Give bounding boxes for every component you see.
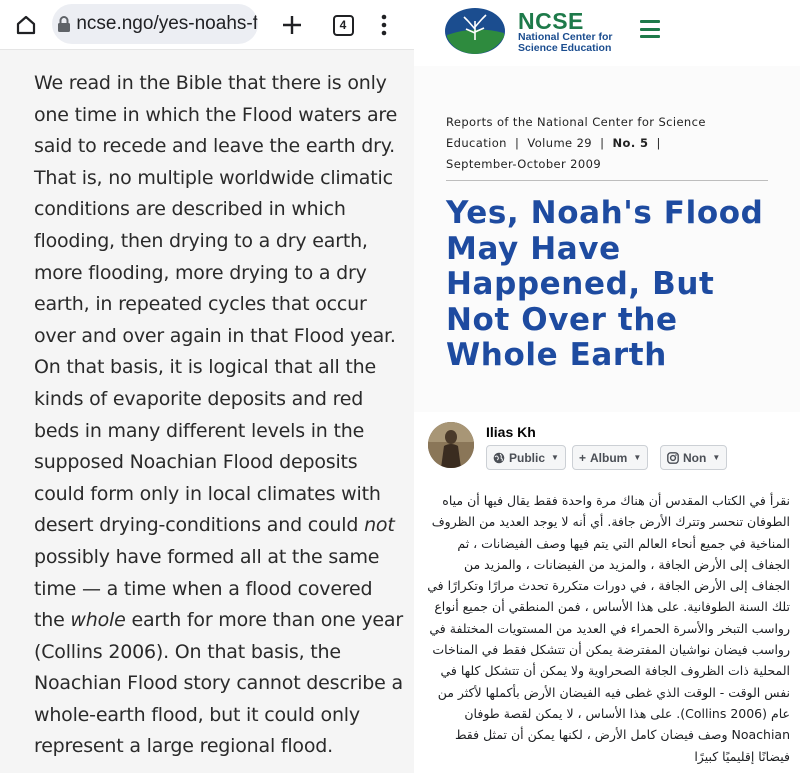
instagram-label: Non — [683, 450, 707, 465]
hamburger-menu-icon[interactable] — [640, 20, 660, 38]
tab-count: 4 — [333, 15, 354, 36]
emphasis-whole: whole — [70, 609, 126, 632]
report-line-1: Reports of the National Center for Science — [446, 115, 706, 129]
globe-logo-icon[interactable] — [444, 7, 506, 55]
album-label: Album — [590, 450, 628, 465]
home-button[interactable] — [6, 0, 46, 50]
kebab-menu-icon — [381, 14, 387, 36]
plus-icon — [281, 14, 303, 36]
instagram-icon — [667, 452, 679, 464]
address-bar[interactable] — [52, 4, 258, 44]
author-name[interactable]: Ilias Kh — [486, 424, 536, 440]
ncse-logo-title[interactable]: NCSE — [518, 8, 584, 34]
article-text: We read in the Bible that there is only one time in which the Flood waters are said to recede and leave the earth dry. That is, no multiple worldwide climatic conditions are described in which flooding, then drying to a dry earth, more flooding, more drying to a dry earth, in repeated cycles that occur over and over again in that Flood year. On that basis, it is logical that all the kinds of evaporite deposits and red beds in many different levels in the supposed Noachian Flood deposits could form only in local climates with desert drying-conditions and could — [34, 72, 398, 537]
report-metadata — [446, 112, 772, 175]
plus-icon: + — [579, 450, 587, 465]
ncse-header — [414, 0, 800, 66]
social-post — [414, 412, 800, 773]
article-title: Yes, Noah's Flood May Have Happened, But Not Over the Whole Earth — [446, 195, 764, 373]
report-separator: | — [648, 136, 661, 150]
new-tab-button[interactable] — [274, 0, 310, 50]
caret-down-icon: ▼ — [633, 453, 642, 462]
ncse-logo-subtitle: National Center for Science Education — [518, 31, 613, 54]
report-line-2 — [446, 133, 772, 154]
url-text: ncse.ngo/yes-noahs-f — [76, 13, 258, 34]
browser-toolbar — [0, 0, 414, 50]
report-issue: No. 5 — [612, 136, 649, 150]
emphasis-not: not — [364, 514, 395, 537]
caret-down-icon: ▼ — [551, 453, 559, 462]
post-text-arabic[interactable]: نقرأ في الكتاب المقدس أن هناك مرة واحدة فقط يقال فيها أن مياه الطوفان تنحسر وتترك الأرض جافة. أي أنه لا يوجد العديد من الظروف المناخية في جميع أنحاء العالم التي يتم فيها وصف الفيضانات ، ثم الجفاف إلى الأرض الجافة ، والمزيد من الفيضانات ، والمزيد من الجفاف إلى الأرض الجافة ، في دورات متكررة تحدث مرارًا وتكرارًا في تلك السنة الطوفانية. على هذا الأساس ، فمن المنطقي أن جميع أنواع رواسب التبخر والأسرة الحمراء في العديد من المستويات المختلفة في رواسب فيضان نواشيان المفترضة يمكن أن تتشكل فقط في المناخات المحلية ذات الظروف الجافة الصحراوية ولا يمكن أن تتشكل كلها في نفس الوقت - الوقت الذي غطى فيه الفيضان الأرض بأكملها لأكثر من عام (Collins 2006). على هذا الأساس ، لا يمكن لقصة طوفان Noachian وصف فيضان كامل الأرض ، لكنها يمكن أن تمثل فقط فيضانًا إقليميًا كبيرًا — [427, 493, 790, 764]
instagram-share-button[interactable] — [660, 445, 727, 470]
audience-label: Public — [509, 450, 546, 465]
article-text: earth for more than one year (Collins 2006). On that basis, the Noachian Flood story cannot describe a whole-earth flood, but it could only represent a large regional flood. — [34, 609, 403, 758]
overflow-menu-button[interactable] — [370, 0, 398, 50]
globe-icon — [493, 452, 505, 464]
article-text: possibly have formed all at the same time — a time when a flood covered the — [34, 545, 380, 632]
caret-down-icon: ▼ — [712, 453, 721, 462]
report-date: September-October 2009 — [446, 157, 602, 171]
report-volume: Education | Volume 29 | — [446, 136, 613, 150]
album-button[interactable] — [572, 445, 648, 470]
divider — [446, 180, 768, 181]
home-icon — [14, 13, 38, 37]
lock-icon — [52, 15, 76, 33]
ncse-page-screenshot — [414, 0, 800, 412]
tab-switcher-button[interactable] — [326, 0, 360, 50]
avatar[interactable] — [428, 422, 474, 468]
ncse-article-header — [414, 66, 800, 412]
article-paragraph — [34, 68, 406, 763]
audience-public-button[interactable] — [486, 445, 566, 470]
